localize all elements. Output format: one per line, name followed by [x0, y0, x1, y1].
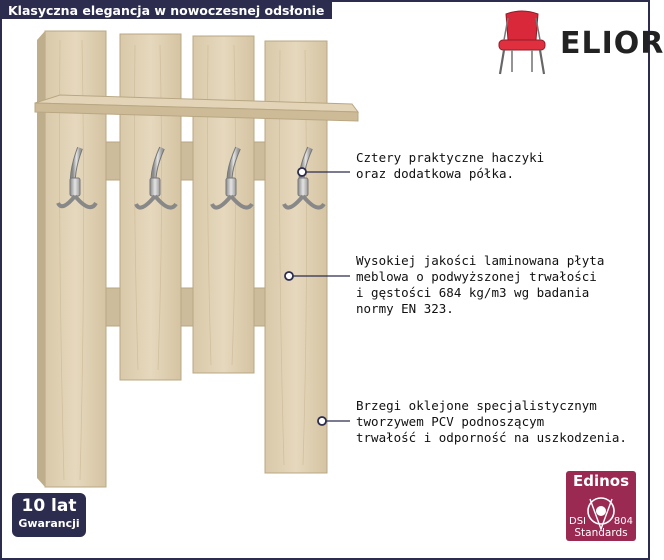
certification-label: Standards [574, 527, 628, 539]
callout-line: Wysokiej jakości laminowana płyta [356, 253, 605, 268]
certification-brand: Edinos [572, 472, 630, 490]
brand-logo: ELIOR [560, 26, 664, 61]
callout-edges [356, 398, 627, 446]
callout-pointer-3 [318, 417, 350, 425]
callout-line: Cztery praktyczne haczyki [356, 150, 545, 165]
red-chair-icon [499, 11, 545, 74]
callout-line: Brzegi oklejone specjalistycznym [356, 398, 597, 413]
warranty-years: 10 lat [21, 496, 77, 516]
certification-code-right: 804 [613, 516, 633, 527]
page-title: Klasyczna elegancja w nowoczesnej odsłonie [2, 2, 332, 19]
callout-line: i gęstości 684 kg/m3 wg badania [356, 285, 590, 300]
callout-hooks [356, 150, 544, 182]
callout-line: tworzywem PCV podnoszącym [356, 414, 545, 429]
callout-line: meblowa o podwyższonej trwałości [356, 269, 597, 284]
warranty-label: Gwarancji [18, 517, 80, 530]
callout-material [356, 253, 604, 317]
certification-badge [566, 471, 636, 541]
callout-line: oraz dodatkowa półka. [356, 166, 515, 181]
plank-1-edge [37, 31, 45, 487]
warranty-badge [12, 493, 86, 537]
certification-code-left: DSI [569, 516, 586, 527]
callout-line: trwałość i odporność na uszkodzenia. [356, 430, 627, 445]
callout-line: normy EN 323. [356, 301, 454, 316]
